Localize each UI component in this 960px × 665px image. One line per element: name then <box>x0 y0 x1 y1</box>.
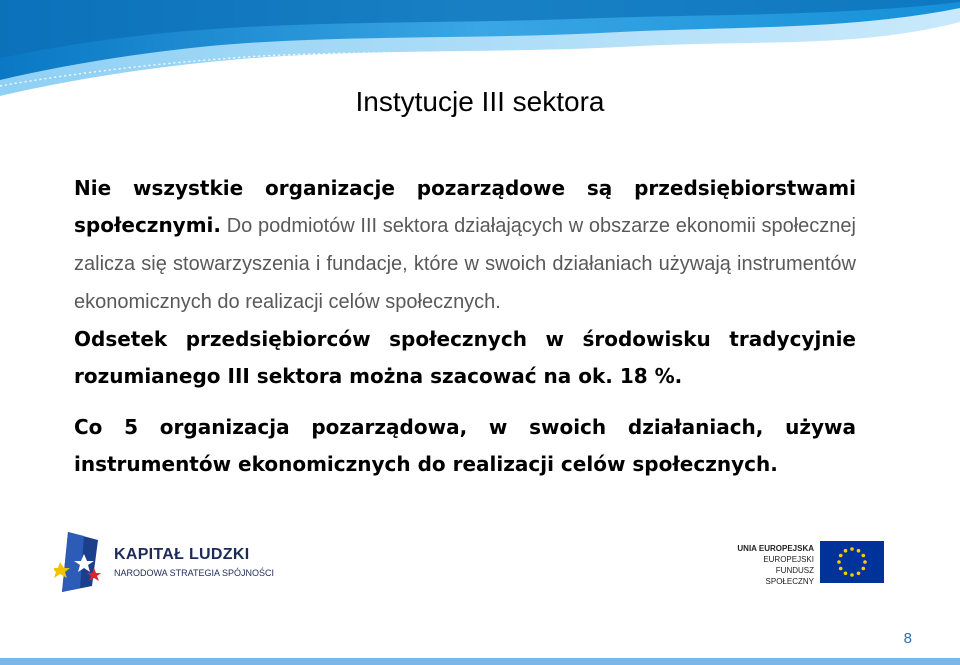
kapital-ludzki-logo-icon <box>54 528 110 600</box>
eu-logo <box>728 541 884 587</box>
paragraph-3: Co 5 organizacja pozarządowa, w swoich działaniach, używa instrumentów ekonomicznych do realizacji celów społecznych. <box>74 415 856 476</box>
paragraph-2: Odsetek przedsiębiorców społecznych w środowisku tradycyjnie rozumianego III sektora można szacować na ok. 18 %. <box>74 327 856 388</box>
kapital-ludzki-logo <box>52 520 314 610</box>
slide-body <box>74 170 856 483</box>
eu-flag-icon <box>820 541 884 583</box>
paragraph-1 <box>74 170 856 321</box>
kapital-ludzki-subtitle: NARODOWA STRATEGIA SPÓJNOŚCI <box>114 568 275 578</box>
slide-title: Instytucje III sektora <box>355 86 605 117</box>
kapital-ludzki-title: KAPITAŁ LUDZKI <box>114 546 250 563</box>
eu-line-3: FUNDUSZ SPOŁECZNY <box>765 566 814 586</box>
eu-logo-text <box>728 543 814 587</box>
bottom-rule <box>0 658 960 665</box>
paragraph-1-normal: Do podmiotów III sektora działających w obszarze ekonomii społecznej zalicza się stowarzyszenia i fundacje, które w swoich działaniach używają instrumentów ekonomicznych do realizacji celów społecznych. <box>74 215 856 313</box>
page-number: 8 <box>903 630 912 647</box>
paragraph-1-bold: Nie wszystkie organizacje pozarządowe są przedsiębiorstwami społecznymi. <box>74 176 856 237</box>
eu-line-2: EUROPEJSKI <box>763 555 814 564</box>
eu-line-1: UNIA EUROPEJSKA <box>737 544 814 553</box>
